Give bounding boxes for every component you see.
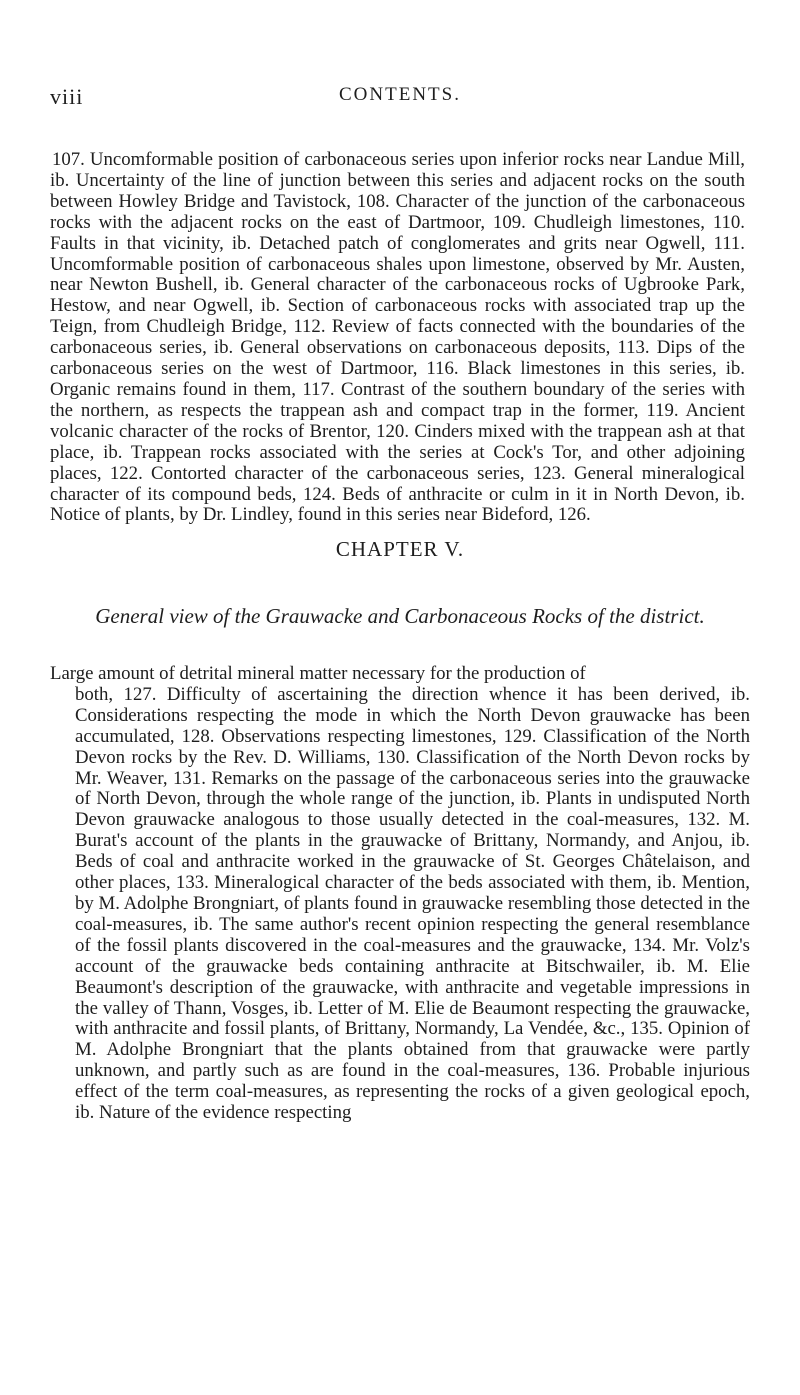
running-head [50,84,750,114]
chapter-v-continuation: both, 127. Difficulty of ascertaining the direction whence it has been derived, ib. Considerations respecting the mode in which the North Devon grauwacke has been accumulated, 128. Observations respecting limestones, 129. Classification of the North Devon rocks by the Rev. D. Williams, 130. Classification of the North Devon rocks by Mr. Weaver, 131. Remarks on the passage of the carbonaceous series into the grauwacke of North Devon, through the whole range of the junction, ib. Plants in undisputed North Devon grauwacke analogous to those usually detected in the coal-measures, 132. M. Burat's account of the plants in the grauwacke of Brittany, Normandy, and Anjou, ib. Beds of coal and anthracite worked in the grauwacke of St. Georges Châtelaison, and other places, 133. Mineralogical character of the beds associated with them, ib. Mention, by M. Adolphe Brongniart, of plants found in grauwacke resembling those detected in the coal-measures, ib. The same author's recent opinion respecting the general resemblance of the fossil plants discovered in the coal-measures and the grauwacke, 134. Mr. Volz's account of the grauwacke beds containing anthracite at Bitschwailer, ib. M. Elie Beaumont's description of the grauwacke, with anthracite and vegetable impressions in the valley of Thann, Vosges, ib. Letter of M. Elie de Beaumont respecting the grauwacke, with anthracite and fossil plants, of Brittany, Normandy, La Vendée, &c., 135. Opinion of M. Adolphe Brongniart that the plants obtained from that grauwacke were partly unknown, and partly such as are found in the coal-measures, 136. Probable injurious effect of the term coal-measures, as representing the rocks of a given geological epoch, ib. Nature of the evidence respecting [75,683,750,1124]
running-title: CONTENTS. [339,84,461,105]
chapter-heading: CHAPTER V. [335,537,465,561]
chapter-v-first-line: Large amount of detrital mineral matter necessary for the production of [50,663,586,684]
chapter-v-contents-paragraph [50,664,750,1124]
page-number: viii [50,84,84,109]
chapter-subtitle: General view of the Grauwacke and Carbonaceous Rocks of the district. [95,604,705,628]
chapter-iv-contents-paragraph: 107. Uncomformable position of carbonaceous series upon inferior rocks near Landue Mill, ib. Uncertainty of the line of junction between this series and adjacent rocks on the south between Howley Bridge and Tavistock, 108. Character of the junction of the carbonaceous rocks with the adjacent rocks on the east of Dartmoor, 109. Chudleigh limestones, 110. Faults in that vicinity, ib. Detached patch of conglomerates and grits near Ogwell, 111. Uncomformable position of carbonaceous shales upon limestone, observed by Mr. Austen, near Newton Bushell, ib. General character of the carbonaceous rocks of Ugbrooke Park, Hestow, and near Ogwell, ib. Section of carbonaceous rocks with associated trap up the Teign, from Chudleigh Bridge, 112. Review of facts connected with the boundaries of the carbonaceous series, ib. General observations on carbonaceous deposits, 113. Dips of the carbonaceous series on the west of Dartmoor, 116. Black limestones in this series, ib. Organic remains found in them, 117. Contrast of the southern boundary of the series with the northern, as respects the trappean ash and compact trap in the former, 119. Ancient volcanic character of the rocks of Brentor, 120. Cinders mixed with the trappean ash at that place, ib. Trappean rocks associated with the series at Cock's Tor, and other adjoining places, 122. Contorted character of the carbonaceous series, 123. General mineralogical character of its compound beds, 124. Beds of anthracite or culm in it in North Devon, ib. Notice of plants, by Dr. Lindley, found in this series near Bideford, 126. [50,149,745,526]
